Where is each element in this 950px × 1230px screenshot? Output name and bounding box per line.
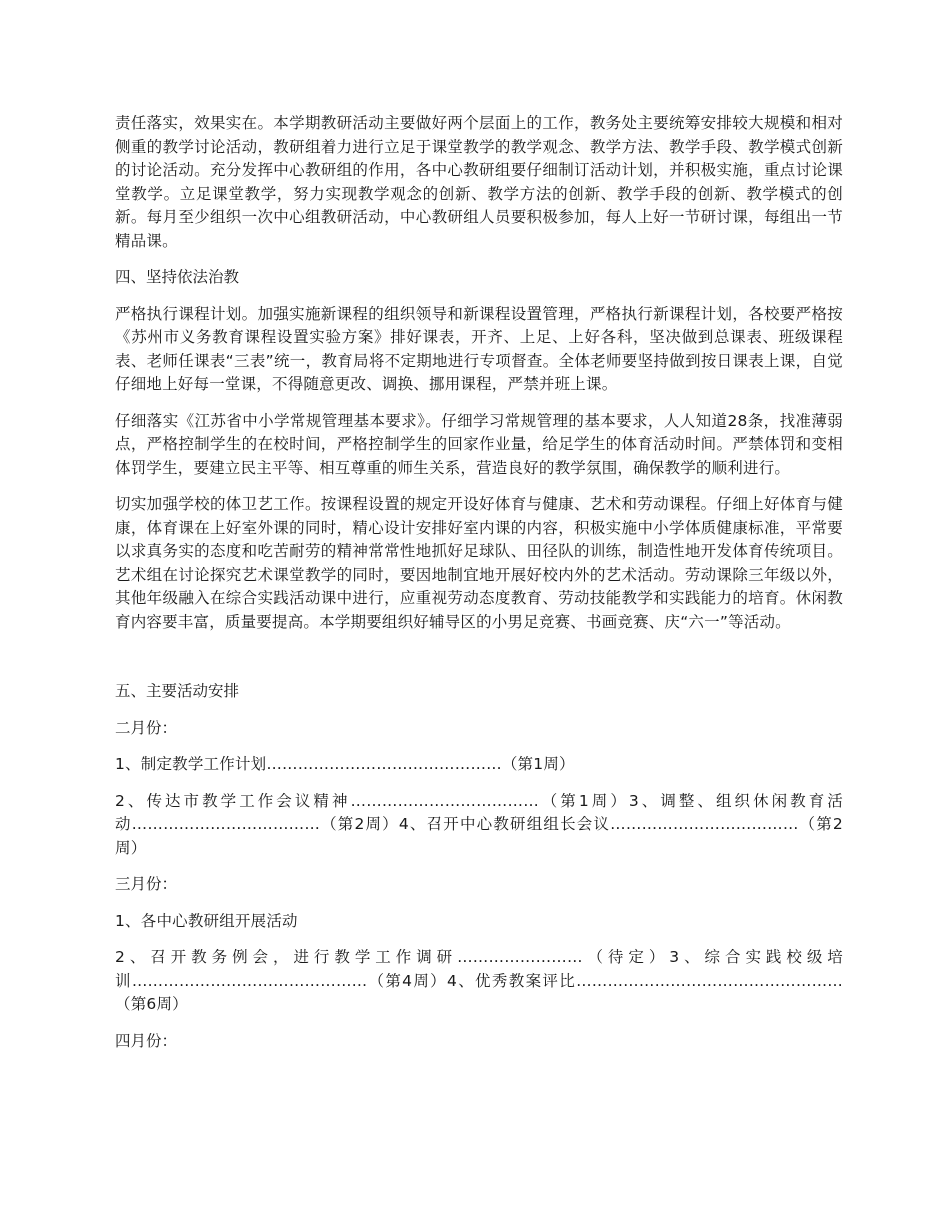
section4-paragraph-3: 切实加强学校的体卫艺工作。按课程设置的规定开设好体育与健康、艺术和劳动课程。仔细上好体育与健康，体育课在上好室外课的同时，精心设计安排好室内课的内容，积极实施中小学体质健康标准，平常要以求真务实的态度和吃苦耐劳的精神常常性地抓好足球队、田径队的训练，制造性地开发体育传统项目。艺术组在讨论探究艺术课堂教学的同时，要因地制宜地开展好校内外的艺术活动。劳动课除三年级以外，其他年级融入在综合实践活动课中进行，应重视劳动态度教育、劳动技能教学和实践能力的培育。休闲教育内容要丰富，质量要提高。本学期要组织好辅导区的小男足竞赛、书画竞赛、庆“六一”等活动。 [115,495,843,631]
section-spacer [115,647,843,680]
section4-paragraph-1: 严格执行课程计划。加强实施新课程的组织领导和新课程设置管理，严格执行新课程计划，各校要严格按《苏州市义务教育课程设置实验方案》排好课表，开齐、上足、上好各科，坚决做到总课表、班级课程表、老师任课表“三表”统一，教育局将不定期地进行专项督查。全体老师要坚持做到按日课表上课，自觉仔细地上好每一堂课，不得随意更改、调换、挪用课程，严禁并班上课。 [115,304,843,393]
february-item-2: 2、传达市教学工作会议精神………………………………（第1周）3、调整、组织休闲教育活动………………………………（第2周）4、召开中心教研组组长会议………………………………（第2周） [115,791,843,857]
section3-tail-paragraph: 责任落实，效果实在。本学期教研活动主要做好两个层面上的工作，教务处主要统筹安排较大规模和相对侧重的教学讨论活动，教研组着力进行立足于课堂教学的教学观念、教学方法、教学手段、教学模式创新的讨论活动。充分发挥中心教研组的作用，各中心教研组要仔细制订活动计划，并积极实施，重点讨论课堂教学。立足课堂教学，努力实现教学观念的创新、教学方法的创新、教学手段的创新、教学模式的创新。每月至少组织一次中心组教研活动，中心教研组人员要积极参加，每人上好一节研讨课，每组出一节精品课。 [115,114,843,250]
april-label: 四月份： [115,1031,178,1050]
section4-heading: 四、坚持依法治教 [115,268,240,286]
section5-heading: 五、主要活动安排 [115,682,240,700]
section4-paragraph-2: 仔细落实《江苏省中小学常规管理基本要求》。仔细学习常规管理的基本要求，人人知道28条，找准薄弱点，严格控制学生的在校时间，严格控制学生的回家作业量，给足学生的体育活动时间。严禁体罚和变相体罚学生，要建立民主平等、相互尊重的师生关系，营造良好的教学氛围，确保教学的顺利进行。 [115,411,843,477]
march-item-2: 2、召开教务例会，进行教学工作调研……………………（待定）3、综合实践校级培训………………………………………（第4周）4、优秀教案评比……………………………………………（第6周） [115,948,843,1013]
february-item-1: 1、制定教学工作计划………………………………………（第1周） [115,755,575,773]
march-label: 三月份： [115,875,178,893]
march-item-1: 1、各中心教研组开展活动 [115,911,298,930]
document-page [115,112,843,1066]
february-label: 二月份： [115,718,178,737]
